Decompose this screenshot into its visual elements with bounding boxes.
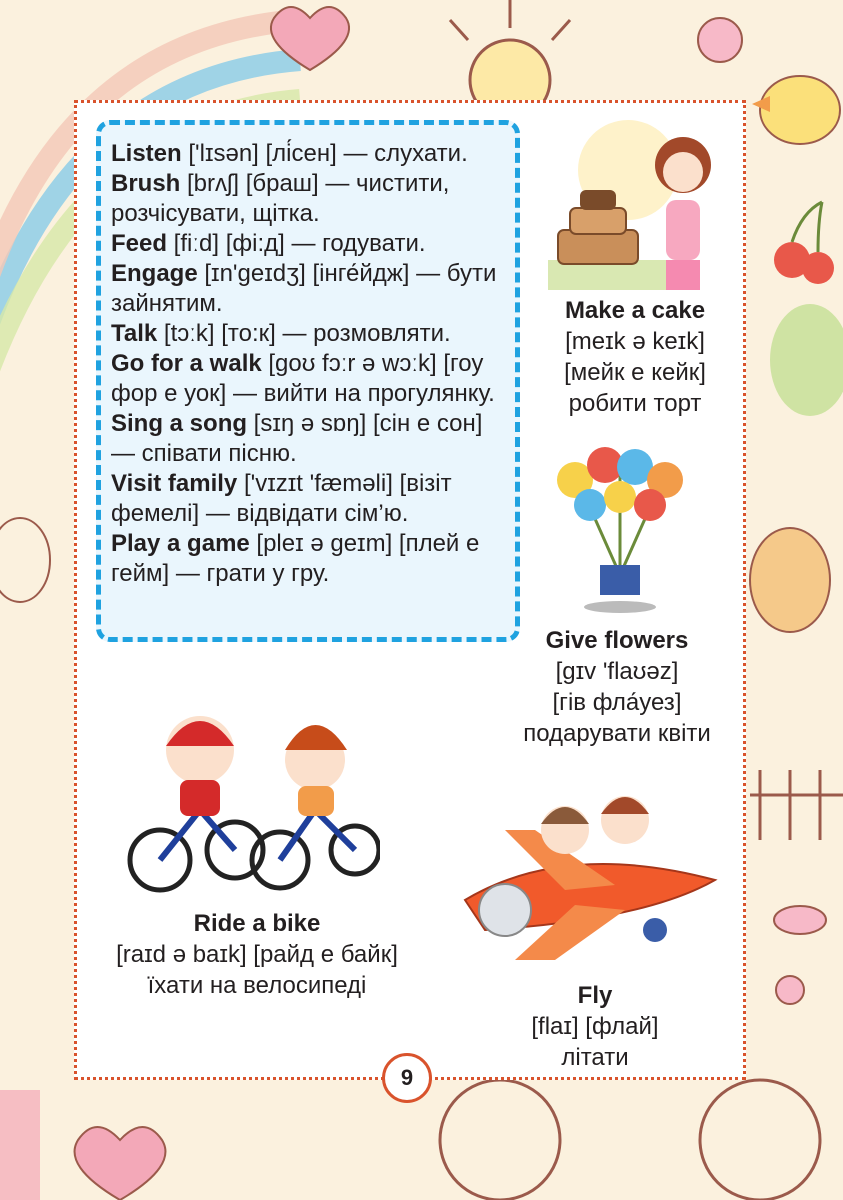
kids-flying-plane-illustration	[445, 770, 735, 970]
flowers-title: Give flowers	[545, 627, 689, 654]
cake-translation: робити торт	[568, 390, 702, 417]
bike-title: Ride a bike	[193, 910, 321, 937]
vocab-word: Play a game	[111, 530, 250, 557]
vocab-word: Feed	[111, 230, 168, 257]
bicycle-doodle	[440, 1080, 820, 1200]
page-number: 9	[382, 1053, 432, 1103]
duck-doodle	[752, 76, 840, 144]
cake-transcription: [meɪk ə keɪk]	[565, 328, 705, 355]
vocab-entry	[111, 139, 507, 169]
girl-baking-cake-illustration	[548, 110, 728, 290]
vocab-entry	[111, 469, 507, 529]
vocab-word: Brush	[111, 170, 181, 197]
vocab-entry	[111, 169, 507, 229]
fly-transcription: [flaɪ] [флай]	[531, 1013, 659, 1040]
vocab-word: Engage	[111, 260, 198, 287]
bike-caption	[92, 908, 422, 1001]
tree-doodle	[770, 304, 843, 416]
vocab-entry	[111, 259, 507, 319]
bike-transcription: [raɪd ə baɪk] [райд е байк]	[116, 941, 398, 968]
bike-translation: їхати на велосипеді	[147, 972, 367, 999]
fence-doodle	[750, 770, 843, 840]
fly-caption	[480, 980, 710, 1073]
vocab-word: Go for a walk	[111, 350, 262, 377]
vocab-entry	[111, 319, 507, 349]
kids-riding-bikes-illustration	[120, 700, 380, 900]
flowers-translation: подарувати квіти	[523, 720, 711, 747]
vocab-word: Listen	[111, 140, 182, 167]
vocab-definition: [ɪn'geɪdʒ] [інге́йдж] — бути зайнятим.	[111, 260, 497, 317]
vocab-word: Talk	[111, 320, 158, 347]
vocab-definition: ['lɪsən] [лі́сен] — слухати.	[181, 140, 468, 167]
cake-caption	[520, 295, 750, 419]
vocab-definition: ['vɪzɪt 'fæməli] [візіт фемелі] — відвідати сім’ю.	[111, 470, 452, 527]
flowers-transcription: [gɪv 'flaʊəz]	[555, 658, 679, 685]
flowers-reading: [гів фла́уез]	[552, 689, 682, 716]
vocab-definition: [goʊ fɔːr ə wɔːk] [гоу фор е уок] — вийти на прогулянку.	[111, 350, 495, 407]
vocab-definition: [tɔːk] [то:к] — розмовляти.	[157, 320, 451, 347]
vocab-entry	[111, 349, 507, 409]
vocab-entry	[111, 409, 507, 469]
vocab-definition: [pleɪ ə geɪm] [плей е гейм] — грати у гру.	[111, 530, 480, 587]
cake-title: Make a cake	[564, 297, 706, 324]
fly-title: Fly	[577, 982, 613, 1009]
vocabulary-box	[96, 120, 520, 642]
fly-translation: літати	[561, 1044, 629, 1071]
vocab-entry	[111, 529, 507, 589]
flowers-caption	[502, 625, 732, 749]
vocab-word: Visit family	[111, 470, 238, 497]
child-with-flowers-illustration	[540, 425, 700, 615]
vocab-definition: [sɪŋ ə sɒŋ] [сін е сон] — співати пісню.	[111, 410, 483, 467]
cherry-doodle	[774, 202, 834, 284]
cake-reading: [мейк е кейк]	[564, 359, 706, 386]
vocab-definition: [brʌʃ] [браш] — чистити, розчісувати, щітка.	[111, 170, 450, 227]
vocab-definition: [fiːd] [фі:д] — годувати.	[167, 230, 426, 257]
vocab-entry	[111, 229, 507, 259]
vocab-word: Sing a song	[111, 410, 248, 437]
